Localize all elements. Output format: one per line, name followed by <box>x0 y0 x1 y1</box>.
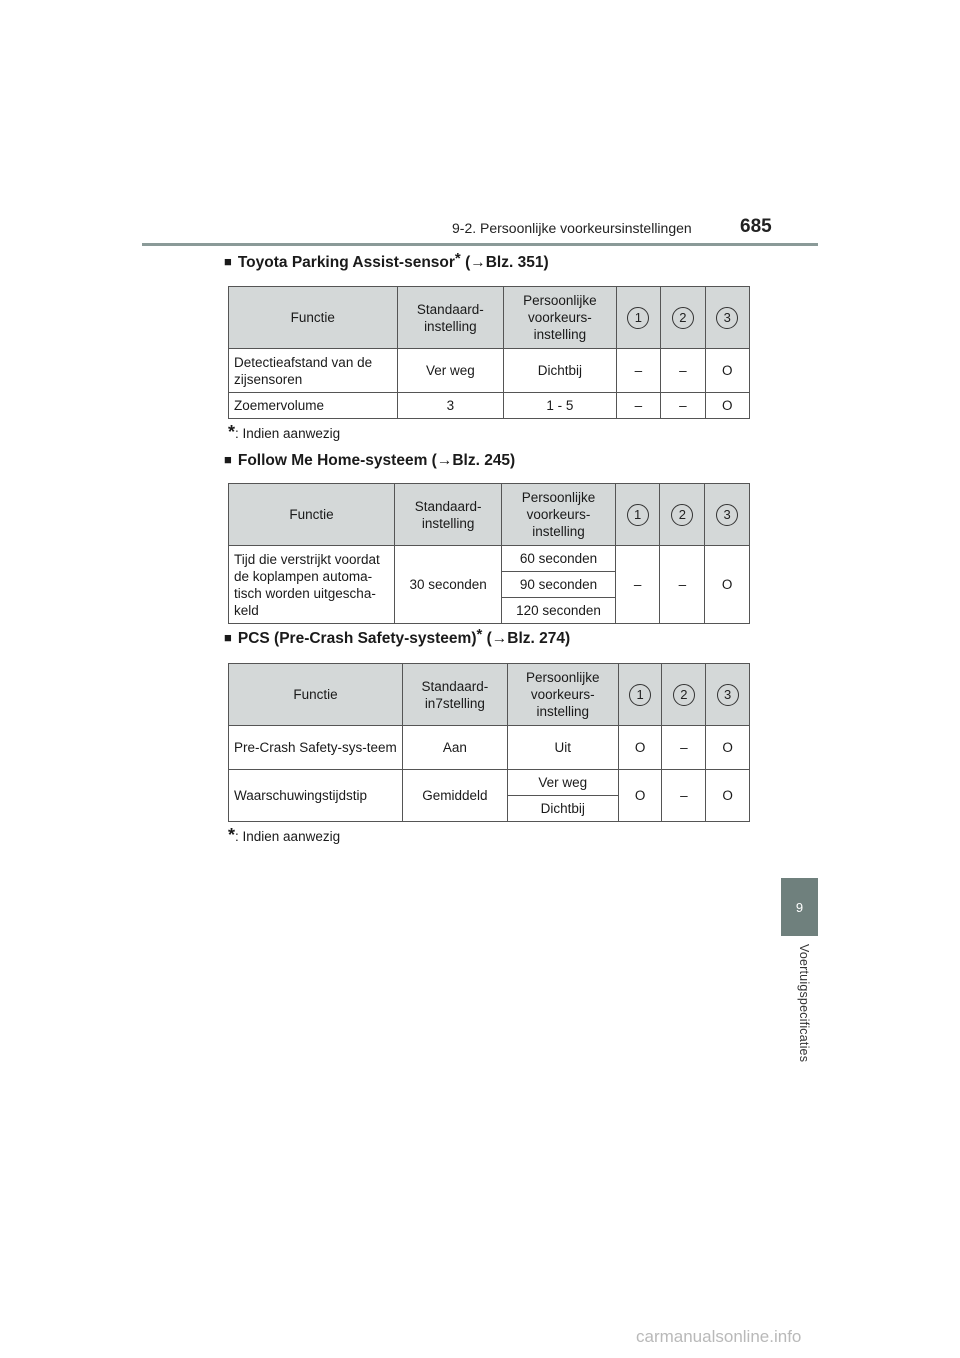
table-row <box>229 393 750 419</box>
footnote <box>228 422 340 443</box>
column-header-persoonlijk: Persoonlijke voorkeurs-instelling <box>507 664 618 726</box>
watermark: carmanualsonline.info <box>636 1327 802 1346</box>
section-title: 9-2. Persoonlijke voorkeursinstellingen <box>452 220 692 236</box>
cell-persoonlijk: Uit <box>507 726 618 770</box>
cell-standaard: Aan <box>402 726 507 770</box>
cell-standaard: Gemiddeld <box>402 770 507 822</box>
section-heading-text: Toyota Parking Assist-sensor <box>237 254 455 271</box>
cell-2: – <box>662 770 706 822</box>
cell-functie: Zoemervolume <box>229 393 398 419</box>
cell-functie: Waarschuwingstijdstip <box>229 770 403 822</box>
column-header-2 <box>661 287 705 349</box>
square-bullet-icon: ■ <box>224 630 232 645</box>
cell-3: O <box>705 393 749 419</box>
cell-functie: Detectieafstand van de zijsensoren <box>229 349 398 393</box>
cell-2: – <box>660 546 705 624</box>
footnote-text: : Indien aanwezig <box>235 426 341 441</box>
settings-table-follow-me-home <box>228 483 750 624</box>
column-header-3 <box>705 287 749 349</box>
table-row <box>229 546 750 572</box>
footnote-text: : Indien aanwezig <box>235 829 341 844</box>
circled-number-1-icon: 1 <box>627 504 649 526</box>
cell-functie: Tijd die verstrijkt voordat de koplampen automa-tisch worden uitgescha-keld <box>229 546 395 624</box>
cell-standaard: Ver weg <box>397 349 504 393</box>
asterisk-mark: * <box>454 250 461 267</box>
cell-standaard: 3 <box>397 393 504 419</box>
cell-3: O <box>706 770 750 822</box>
column-header-functie: Functie <box>229 287 398 349</box>
footnote <box>228 825 340 846</box>
column-header-standaard: Standaard-instelling <box>394 484 501 546</box>
cell-persoonlijk-option: Dichtbij <box>507 796 618 822</box>
cell-1: – <box>616 393 660 419</box>
cell-1: – <box>615 546 660 624</box>
column-header-1 <box>615 484 660 546</box>
cell-2: – <box>661 349 705 393</box>
table-header-row <box>229 287 750 349</box>
circled-number-3-icon: 3 <box>716 307 738 329</box>
column-header-standaard: Standaard-instelling <box>397 287 504 349</box>
cell-3: O <box>706 726 750 770</box>
circled-number-2-icon: 2 <box>673 684 695 706</box>
section-heading-follow-me-home <box>224 452 515 470</box>
circled-number-3-icon: 3 <box>717 684 739 706</box>
cell-2: – <box>662 726 706 770</box>
square-bullet-icon: ■ <box>224 254 232 269</box>
column-header-3 <box>706 664 750 726</box>
column-header-persoonlijk: Persoonlijke voorkeurs-instelling <box>504 287 617 349</box>
column-header-2 <box>660 484 705 546</box>
settings-table-parking-assist <box>228 286 750 419</box>
column-header-1 <box>616 287 660 349</box>
column-header-2 <box>662 664 706 726</box>
column-header-functie: Functie <box>229 664 403 726</box>
table-header-row <box>229 664 750 726</box>
chapter-number: 9 <box>795 899 804 915</box>
cell-persoonlijk-option: 60 seconden <box>502 546 615 572</box>
cell-2: – <box>661 393 705 419</box>
column-header-3 <box>705 484 750 546</box>
chapter-tab <box>781 878 818 936</box>
page-reference: (→Blz. 351) <box>465 254 549 271</box>
column-header-1 <box>618 664 662 726</box>
cell-standaard: 30 seconden <box>394 546 501 624</box>
cell-persoonlijk-option: 90 seconden <box>502 572 615 598</box>
circled-number-3-icon: 3 <box>716 504 738 526</box>
table-header-row <box>229 484 750 546</box>
page-number: 685 <box>740 216 772 237</box>
cell-persoonlijk: 1 - 5 <box>504 393 617 419</box>
cell-persoonlijk-option: Ver weg <box>507 770 618 796</box>
column-header-standaard: Standaard-in7stelling <box>402 664 507 726</box>
section-heading-pcs <box>224 626 571 648</box>
page-reference: (→Blz. 274) <box>486 630 571 647</box>
footnote-asterisk: * <box>228 422 236 442</box>
cell-3: O <box>705 349 749 393</box>
table-row <box>229 349 750 393</box>
page-header <box>0 0 960 250</box>
header-rule <box>142 243 818 246</box>
column-header-persoonlijk: Persoonlijke voorkeurs-instelling <box>502 484 615 546</box>
section-heading-text: PCS (Pre-Crash Safety-systeem) <box>237 630 477 647</box>
circled-number-1-icon: 1 <box>627 307 649 329</box>
table-row <box>229 726 750 770</box>
cell-1: – <box>616 349 660 393</box>
page-reference: (→Blz. 245) <box>431 452 516 469</box>
table-row <box>229 770 750 796</box>
cell-1: O <box>618 770 662 822</box>
asterisk-mark: * <box>476 626 483 643</box>
settings-table-pcs <box>228 663 750 822</box>
circled-number-2-icon: 2 <box>671 504 693 526</box>
cell-persoonlijk-option: 120 seconden <box>502 598 615 624</box>
column-header-functie: Functie <box>229 484 395 546</box>
section-heading-parking-assist <box>224 250 549 272</box>
chapter-label: Voertuigspecificaties <box>797 944 811 1063</box>
circled-number-2-icon: 2 <box>672 307 694 329</box>
cell-1: O <box>618 726 662 770</box>
section-heading-text: Follow Me Home-systeem <box>237 452 428 469</box>
square-bullet-icon: ■ <box>224 452 232 467</box>
circled-number-1-icon: 1 <box>629 684 651 706</box>
cell-persoonlijk: Dichtbij <box>504 349 617 393</box>
footnote-asterisk: * <box>228 825 236 845</box>
cell-3: O <box>705 546 750 624</box>
cell-functie: Pre-Crash Safety-sys-teem <box>229 726 403 770</box>
